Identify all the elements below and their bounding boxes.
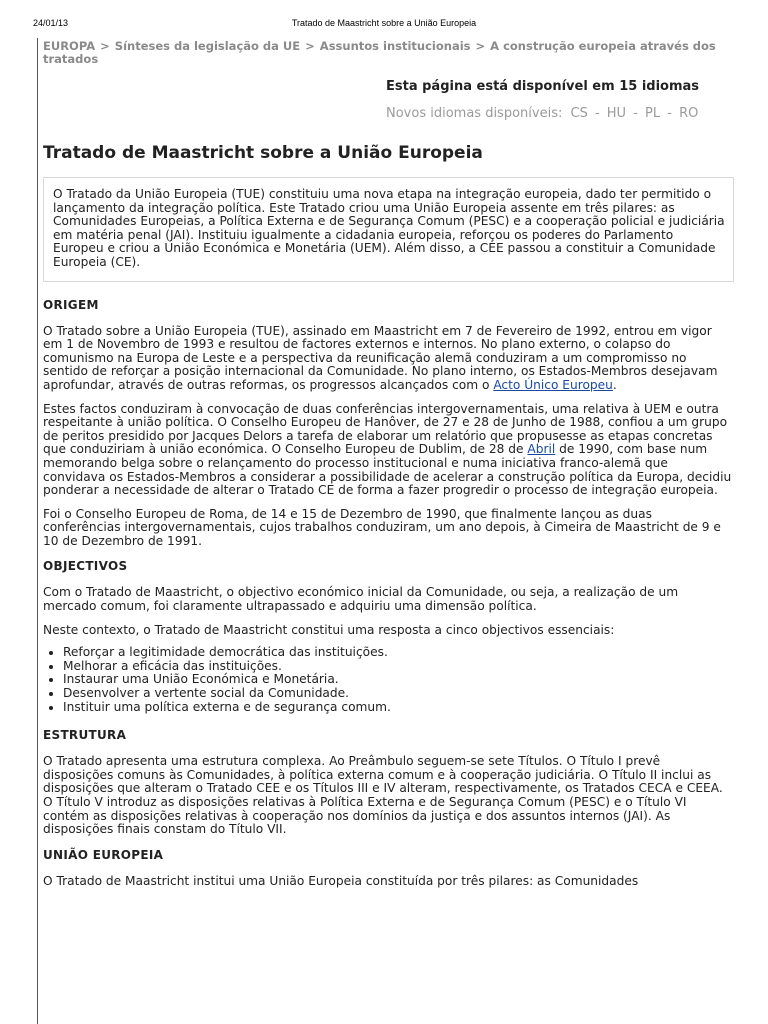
list-item: • Desenvolver a vertente social da Comunidade. bbox=[63, 687, 733, 701]
print-document-title: Tratado de Maastricht sobre a União Europeia bbox=[291, 18, 477, 28]
breadcrumb-item-assuntos[interactable]: Assuntos institucionais bbox=[319, 39, 471, 53]
origem-paragraph-3: Foi o Conselho Europeu de Roma, de 14 e 15 de Dezembro de 1990, que finalmente lançou as duas conferências intergovernamentais, cujos trabalhos conduziram, um ano depois, à Cimeira de Maastricht de 9 e 10 de Dezembro de 1991. bbox=[43, 506, 721, 548]
list-item: • Melhorar a eficácia das instituições. bbox=[63, 660, 733, 674]
origem-p2-end: de 1990, com base num memorando belga sobre o relançamento do processo institucional e numa iniciativa franco-alemã que convidava os Estados-Membros a considerar a possibilidade de acelerar a construção política da Europa, decidiu ponderar a necessidade de alterar o Tratado CE de forma a fazer progredir o processo de integração europeia. bbox=[43, 442, 732, 498]
language-box bbox=[386, 79, 733, 122]
breadcrumb-separator: > bbox=[305, 39, 315, 53]
section-heading-origem: ORIGEM bbox=[43, 297, 99, 312]
estrutura-paragraph-1: O Tratado apresenta uma estrutura complexa. Ao Preâmbulo seguem-se sete Títulos. O Título I prevê disposições comuns às Comunidades, à política externa comum e à cooperação judiciária. O Título II inclui as disposições que alteram o Tratado CEE e os Títulos III e IV alteram, respectivamente, os Tratados CECA e CEEA. O Título V introduz as disposições relativas à Política Externa e de Segurança Comum (PESC) e o Título VI contém as disposições relativas à cooperação nos domínios da justiça e dos assuntos internos (JAI). As disposições finais constam do Título VII. bbox=[43, 754, 723, 837]
list-item: • Instituir uma política externa e de segurança comum. bbox=[63, 701, 733, 715]
origem-paragraph-1 bbox=[43, 325, 733, 393]
acto-unico-europeu-link[interactable]: Acto Único Europeu bbox=[493, 377, 613, 392]
section-heading-uniao-europeia: UNIÃO EUROPEIA bbox=[43, 847, 164, 862]
objectivos-paragraph-2: Neste contexto, o Tratado de Maastricht constitui uma resposta a cinco objectivos essenciais: bbox=[43, 622, 615, 637]
objectives-list bbox=[43, 646, 733, 714]
section-heading-estrutura: ESTRUTURA bbox=[43, 728, 127, 743]
uniao-paragraph-1: O Tratado de Maastricht institui uma União Europeia constituída por três pilares: as Comunidades bbox=[43, 873, 639, 888]
new-language-codes[interactable]: CS - HU - PL - RO bbox=[570, 106, 699, 121]
list-item: • Instaurar uma União Económica e Monetária. bbox=[63, 673, 733, 687]
breadcrumb-item-sinteses[interactable]: Sínteses da legislação da UE bbox=[114, 39, 301, 53]
breadcrumb-separator: > bbox=[475, 39, 486, 53]
new-languages-label: Novos idiomas disponíveis: bbox=[386, 106, 563, 121]
section-heading-objectivos: OBJECTIVOS bbox=[43, 559, 128, 574]
breadcrumb-item-construcao[interactable]: A construção europeia através dos tratados bbox=[43, 39, 716, 66]
languages-available[interactable]: Esta página está disponível em 15 idiomas bbox=[386, 79, 700, 94]
summary-box bbox=[43, 177, 734, 282]
origem-p1-end: . bbox=[612, 377, 617, 392]
breadcrumb-item-europa[interactable]: EUROPA bbox=[43, 39, 96, 53]
print-date: 24/01/13 bbox=[33, 18, 69, 28]
page-title: Tratado de Maastricht sobre a União Europeia bbox=[43, 143, 483, 163]
breadcrumb-separator: > bbox=[100, 39, 110, 53]
objectivos-paragraph-1: Com o Tratado de Maastricht, o objectivo económico inicial da Comunidade, ou seja, a realização de um mercado comum, foi claramente ultrapassado e adquiriu uma dimensão política. bbox=[43, 585, 679, 614]
print-header bbox=[0, 18, 768, 32]
new-languages bbox=[386, 106, 733, 122]
breadcrumb bbox=[43, 40, 733, 66]
abril-link[interactable]: Abril bbox=[527, 442, 556, 457]
origem-paragraph-2 bbox=[43, 403, 733, 498]
summary-text: O Tratado da União Europeia (TUE) constituiu uma nova etapa na integração europeia, dado ter permitido o lançamento da integração política. Este Tratado criou uma União Europeia assente em três pilares: as Comunidades Europeias, a Política Externa e de Segurança Comum (PESC) e a cooperação policial e judiciária em matéria penal (JAI). Instituiu igualmente a cidadania europeia, reforçou os poderes do Parlamento Europeu e criou a União Económica e Monetária (UEM). Além disso, a CEE passou a constituir a Comunidade Europeia (CE). bbox=[53, 187, 725, 269]
origem-p1-text: O Tratado sobre a União Europeia (TUE), assinado em Maastricht em 7 de Fevereiro de 1992, entrou em vigor em 1 de Novembro de 1993 e resultou de factores externos e internos. No plano externo, o colapso do comunismo na Europa de Leste e a perspectiva da reunificação alemã conduziram a um compromisso no sentido de reforçar a posição internacional da Comunidade. No plano interno, os Estados-Membros desejavam aprofundar, através de outras reformas, os progressos alcançados com o bbox=[43, 323, 718, 392]
origem-p2-text: Estes factos conduziram à convocação de duas conferências intergovernamentais, uma relativa à UEM e outra respeitante à união política. O Conselho Europeu de Hanôver, de 27 e 28 de Junho de 1988, confiou a um grupo de peritos presidido por Jacques Delors a tarefa de elaborar um relatório que propusesse as etapas concretas que conduziriam à união económica. O Conselho Europeu de Dublim, de 28 de bbox=[43, 401, 728, 457]
list-item: • Reforçar a legitimidade democrática das instituições. bbox=[63, 646, 733, 660]
page-content bbox=[37, 38, 733, 1024]
